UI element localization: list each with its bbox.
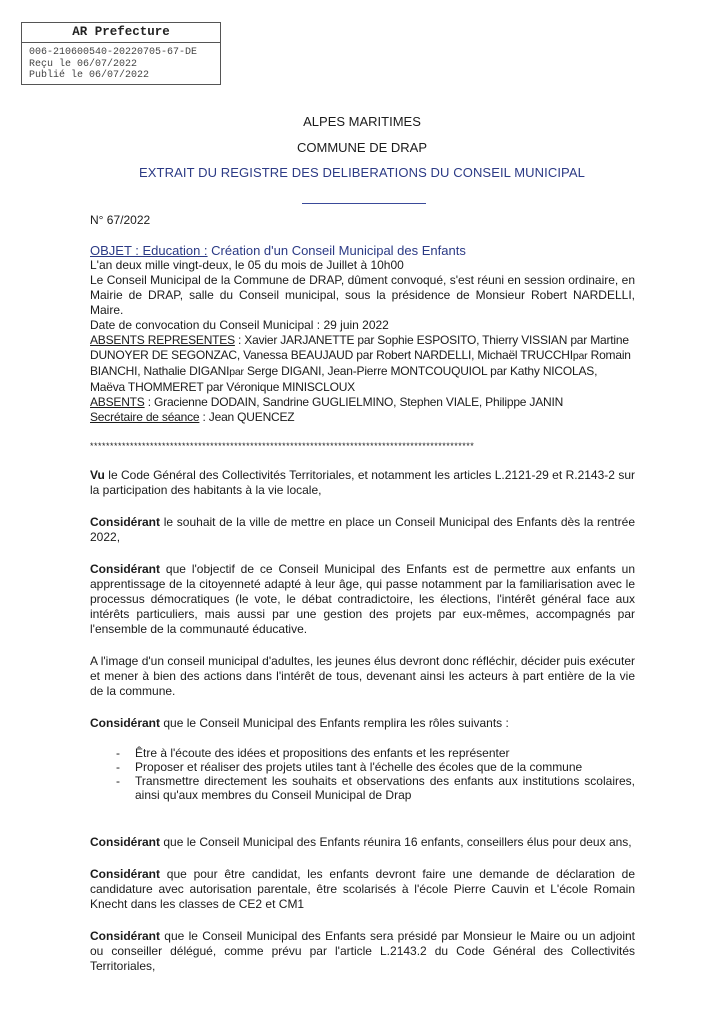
considerant-paragraph-4: Considérant que le Conseil Municipal des Enfants réunira 16 enfants, conseillers élus pour deux ans,: [90, 835, 632, 849]
considerant-paragraph-2: Considérant que l'objectif de ce Conseil Municipal des Enfants est de permettre aux enfants un apprentissage de la citoyenneté adapté à leur âge, qui passe notamment par la familiarisation avec le processus démocratiques (le vote, le débat contradictoire, les élections, l'intérêt général face aux intérêts particuliers, mais aussi par une gestion des projets par eux-mêmes, accompagnés par l'ensemble de la communauté éducative.: [90, 562, 635, 636]
absents-label: ABSENTS: [90, 395, 145, 409]
stamp-published-date: Publié le 06/07/2022: [29, 70, 150, 81]
convocation-date: Date de convocation du Conseil Municipal : 29 juin 2022: [90, 318, 389, 332]
meeting-date: L'an deux mille vingt-deux, le 05 du mois de Juillet à 10h00: [90, 258, 404, 272]
list-item: - Transmettre directement les souhaits et observations des enfants aux institutions scolaires, ainsi qu'aux membres du Conseil Municipal de Drap: [116, 774, 635, 802]
list-item: - Être à l'écoute des idées et propositions des enfants et les représenter: [116, 746, 510, 760]
meeting-paragraph: Le Conseil Municipal de la Commune de DRAP, dûment convoqué, s'est réuni en session ordinaire, en Mairie de DRAP, salle du Conseil municipal, sous la présidence de Monsieur Robert NARDELLI, Maire.: [90, 273, 635, 317]
objet-text: Création d'un Conseil Municipal des Enfants: [207, 243, 466, 258]
objet-line: [90, 243, 635, 258]
objet-label: OBJET : Education :: [90, 243, 208, 258]
considerant-paragraph-6: Considérant que le Conseil Municipal des Enfants sera présidé par Monsieur le Maire ou un adjoint ou conseiller délégué, comme prévu par l'article L.2143.2 du Code Général des Collectivités Territoriales,: [90, 929, 635, 973]
absents-line: ABSENTS : Gracienne DODAIN, Sandrine GUGLIELMINO, Stephen VIALE, Philippe JANIN: [90, 395, 564, 409]
department-heading: ALPES MARITIMES: [303, 114, 421, 129]
stamp-title: AR Prefecture: [22, 23, 220, 43]
deliberation-number: N° 67/2022: [90, 213, 151, 227]
bullet-dash: -: [116, 774, 120, 788]
bullet-dash: -: [116, 760, 120, 774]
represented-absents: ABSENTS REPRESENTES : Xavier JARJANETTE par Sophie ESPOSITO, Thierry VISSIAN par Martine DUNOYER DE SEGONZAC, Vanessa BEAUJAUD par Robert NARDELLI, Michaël TRUCCHIpar Romain BIANCHI, Nathalie DIGANIpar Serge DIGANI, Jean-Pierre MONTCOUQUIOL par Kathy NICOLAS, Maëva THOMMERET par Véronique MINISCLOUX: [90, 333, 631, 394]
stamp-reference: 006-210600540-20220705-67-DE: [29, 47, 198, 58]
image-paragraph: A l'image d'un conseil municipal d'adultes, les jeunes élus devront donc réfléchir, décider puis exécuter et mener à bien des actions dans l'intérêt de tous, devenant ainsi les acteurs à part entière de la vie de la commune.: [90, 654, 635, 698]
asterisk-separator: ************************************************************************************************: [90, 441, 475, 451]
document-body: [90, 210, 635, 974]
considerant-paragraph-1: Considérant le souhait de la ville de mettre en place un Conseil Municipal des Enfants dès la rentrée 2022,: [90, 515, 635, 544]
secretary-line: Secrétaire de séance : Jean QUENCEZ: [90, 410, 295, 424]
considerant-paragraph-5: Considérant que pour être candidat, les enfants devront faire une demande de déclaration de candidature avec autorisation parentale, être scolarisés à l'école Pierre Cauvin et L'école Romain Knecht dans les classes de CE2 et CM1: [90, 867, 635, 911]
vu-paragraph: Vu le Code Général des Collectivités Territoriales, et notamment les articles L.2121-29 et R.2143-2 sur la participation des habitants à la vie locale,: [90, 468, 635, 497]
prefecture-stamp: [21, 22, 221, 85]
roles-list: [90, 746, 635, 802]
register-heading: EXTRAIT DU REGISTRE DES DELIBERATIONS DU CONSEIL MUNICIPAL: [139, 165, 585, 180]
considerant-paragraph-3: Considérant que le Conseil Municipal des Enfants remplira les rôles suivants :: [90, 716, 509, 730]
represented-label: ABSENTS REPRESENTES: [90, 333, 235, 347]
bullet-dash: -: [116, 746, 120, 760]
secretary-label: Secrétaire de séance: [90, 410, 200, 424]
stamp-received-date: Reçu le 06/07/2022: [29, 58, 138, 70]
heading-rule: [302, 203, 426, 204]
commune-heading: COMMUNE DE DRAP: [296, 140, 427, 155]
list-item: - Proposer et réaliser des projets utiles tant à l'échelle des écoles que de la commune: [116, 760, 583, 774]
